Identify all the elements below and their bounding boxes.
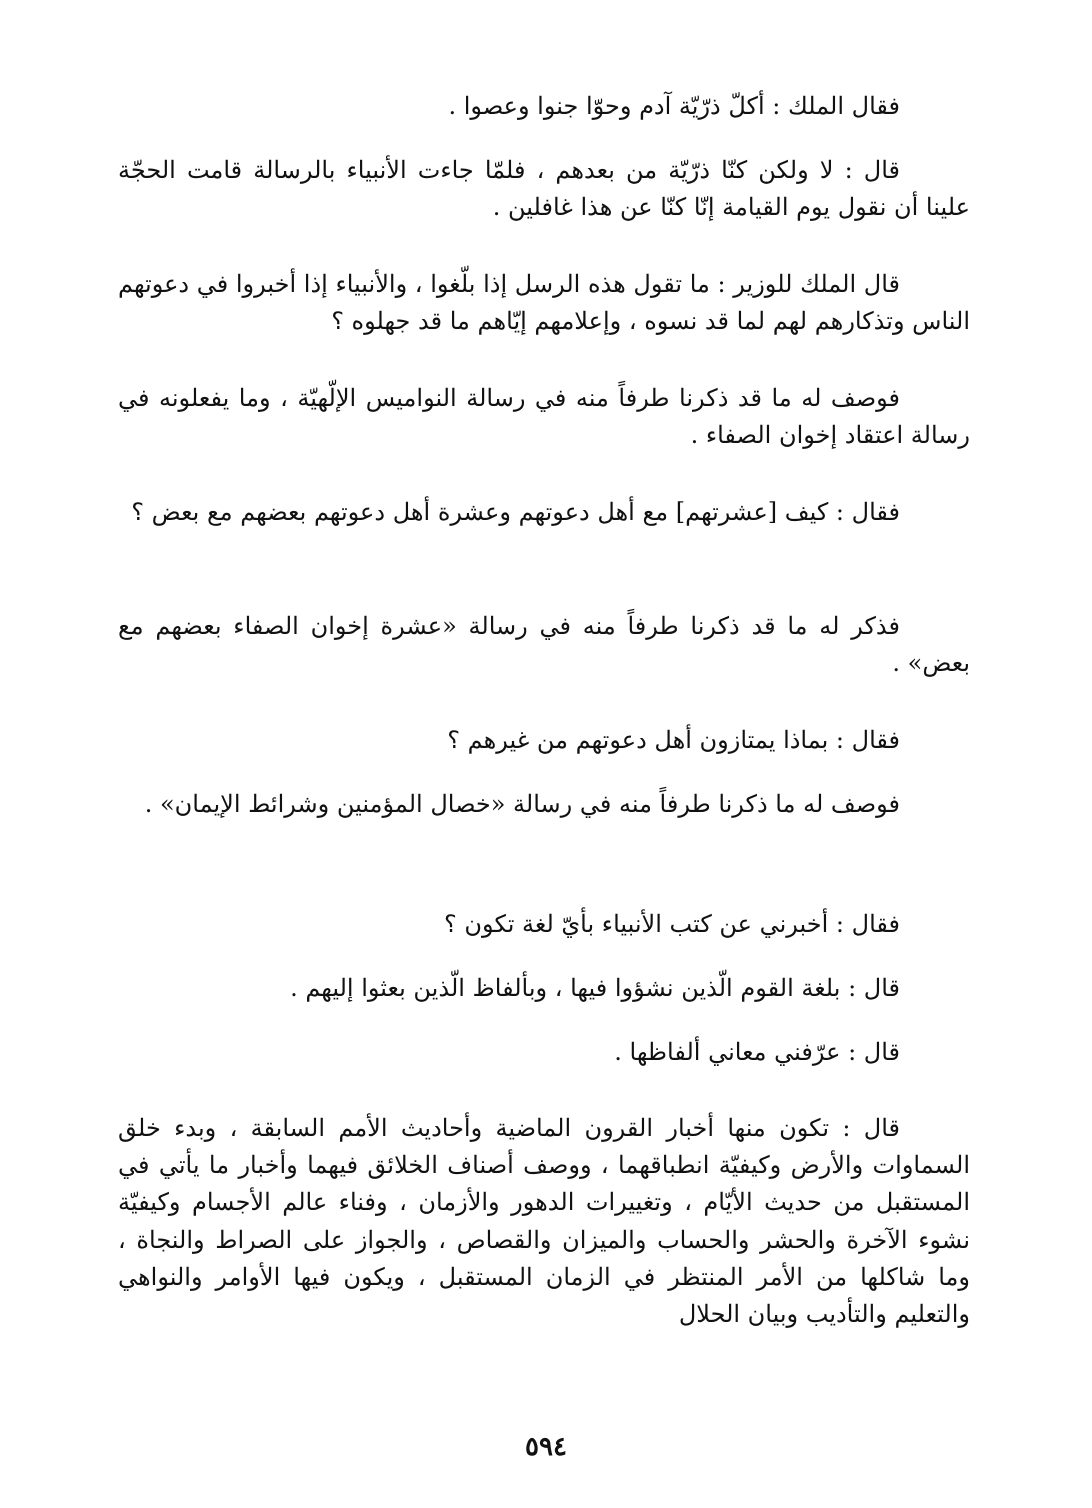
paragraph-8: فوصف له ما ذكرنا طرفاً منه في رسالة «خصال المؤمنين وشرائط الإيمان» . — [144, 790, 900, 818]
paragraph-11: قال : عرّفني معاني ألفاظها . — [614, 1038, 900, 1066]
paragraph-6: فذكر له ما قد ذكرنا طرفاً منه في رسالة «عشرة إخوان الصفاء بعضهم مع بعض» . — [118, 612, 970, 678]
paragraph-1: فقال الملك : أكلّ ذرّيّة آدم وحوّا جنوا وعصوا . — [448, 92, 900, 120]
paragraph-2: قال : لا ولكن كنّا ذرّيّة من بعدهم ، فلمّا جاءت الأنبياء بالرسالة قامت الحجّة علينا أن نقول يوم القيامة إنّا كنّا عن هذا غافلين . — [118, 156, 970, 222]
paragraph-9: فقال : أخبرني عن كتب الأنبياء بأيّ لغة تكون ؟ — [444, 910, 900, 938]
paragraph-10: قال : بلغة القوم الّذين نشؤوا فيها ، وبألفاظ الّذين بعثوا إليهم . — [290, 974, 900, 1002]
paragraph-7: فقال : بماذا يمتازون أهل دعوتهم من غيرهم ؟ — [447, 726, 900, 754]
paragraph-12: قال : تكون منها أخبار القرون الماضية وأحاديث الأمم السابقة ، وبدء خلق السماوات والأرض وكيفيّة انطباقهما ، ووصف أصناف الخلائق فيهما وأخبار ما يأتي في المستقبل من حديث الأيّام ، وتغييرات الدهور والأزمان ، وفناء عالم الأجسام وكيفيّة نشوء الآخرة والحشر والحساب والميزان والقصاص ، والجواز على الصراط والنجاة ، وما شاكلها من الأمر المنتظر في الزمان المستقبل ، ويكون فيها الأوامر والنواهي والتعليم والتأديب وبيان الحلال — [118, 1114, 971, 1328]
page-number: ٥٩٤ — [525, 1432, 567, 1462]
paragraph-4: فوصف له ما قد ذكرنا طرفاً منه في رسالة النواميس الإلّهيّة ، وما يفعلونه في رسالة اعتقاد إخوان الصفاء . — [118, 384, 970, 450]
paragraph-5: فقال : كيف [عشرتهم] مع أهل دعوتهم وعشرة أهل دعوتهم بعضهم مع بعض ؟ — [131, 498, 900, 526]
paragraph-3: قال الملك للوزير : ما تقول هذه الرسل إذا بلّغوا ، والأنبياء إذا أخبروا في دعوتهم الناس وتذكارهم لهم لما قد نسوه ، وإعلامهم إيّاهم ما قد جهلوه ؟ — [118, 270, 970, 336]
